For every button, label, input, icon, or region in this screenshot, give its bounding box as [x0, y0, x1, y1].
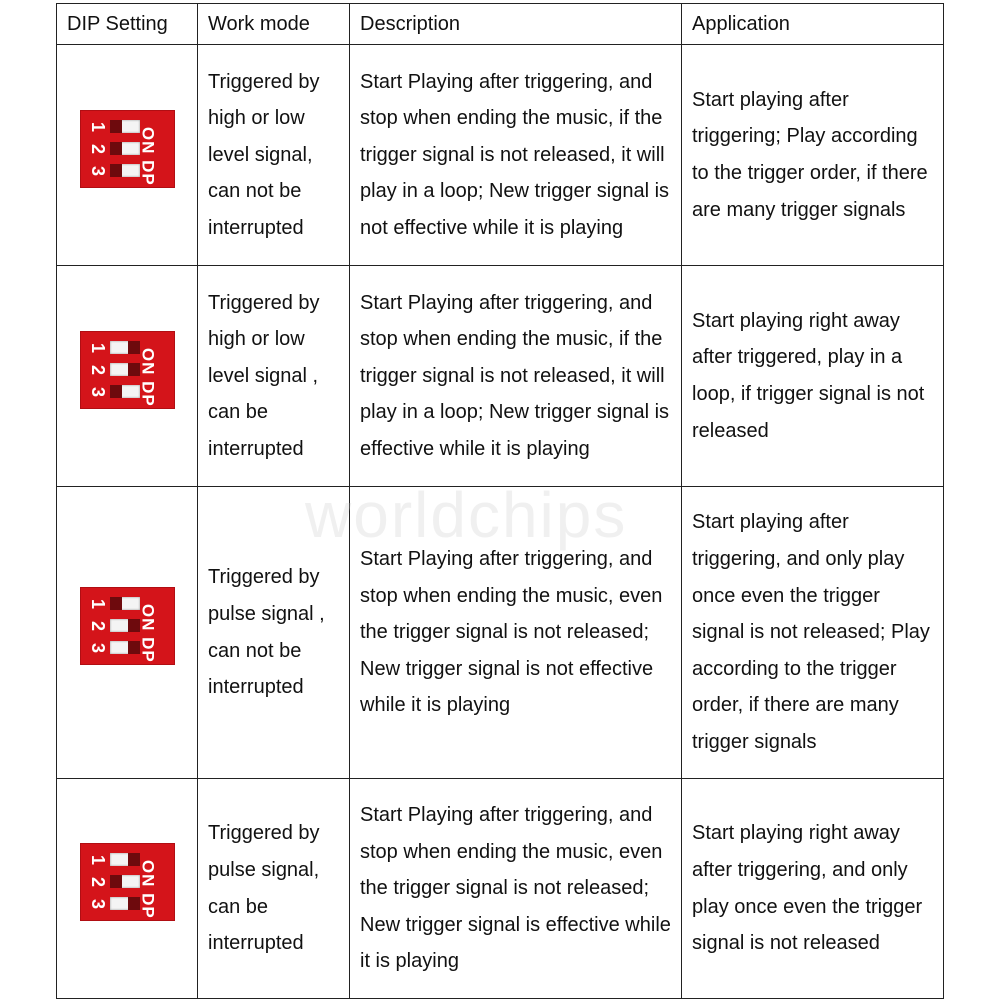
header-description: Description — [350, 4, 682, 45]
switch-knob — [110, 142, 122, 155]
work-mode-cell: Triggered by high or low level signal, can not be interrupted — [198, 45, 350, 266]
switch-number-2: 2 — [87, 143, 108, 154]
switch-number-3: 3 — [87, 386, 108, 397]
application-cell: Start playing right away after triggered, play in a loop, if trigger signal is not released — [682, 266, 944, 487]
dip-setting-cell — [57, 45, 198, 266]
switch-label: ON DP — [138, 604, 158, 663]
switch-number-3: 3 — [87, 165, 108, 176]
switch-label: ON DP — [138, 126, 158, 186]
table-row — [57, 779, 944, 999]
switch-knob — [110, 385, 122, 398]
switch-number-2: 2 — [87, 364, 108, 375]
dip-setting-cell — [57, 487, 198, 779]
dip-switch-icon — [80, 843, 175, 921]
watermark: worldchips — [305, 479, 628, 551]
dip-switch-icon — [80, 331, 175, 409]
switch-number-2: 2 — [87, 877, 108, 888]
switch-number-1: 1 — [87, 342, 108, 353]
table-row — [57, 45, 944, 266]
header-row — [57, 4, 944, 45]
application-cell: Start playing right away after triggering, and only play once even the trigger signal is not released — [682, 779, 944, 999]
switch-number-1: 1 — [87, 855, 108, 866]
switch-knob — [110, 120, 122, 133]
description-cell: Start Playing after triggering, and stop when ending the music, if the trigger signal is not released, it will play in a loop; New trigger signal is not effective while it is playing — [350, 45, 682, 266]
dip-setting-cell — [57, 779, 198, 999]
switch-knob — [110, 875, 122, 888]
table-row — [57, 487, 944, 779]
application-cell: Start playing after triggering, and only play once even the trigger signal is not released; Play according to the trigger order, if there are many trigger signals — [682, 487, 944, 779]
work-mode-cell: Triggered by high or low level signal , can be interrupted — [198, 266, 350, 487]
table-row — [57, 266, 944, 487]
header-dip-setting: DIP Setting — [57, 4, 198, 45]
dip-setting-table — [56, 3, 944, 999]
dip-switch-icon — [80, 110, 175, 188]
description-cell: Start Playing after triggering, and stop when ending the music, even the trigger signal is not released; New trigger signal is not effective while it is playing — [350, 487, 682, 779]
header-work-mode: Work mode — [198, 4, 350, 45]
application-cell: Start playing after triggering; Play according to the trigger order, if there are many trigger signals — [682, 45, 944, 266]
switch-label: ON DP — [138, 347, 158, 407]
work-mode-cell: Triggered by pulse signal , can not be interrupted — [198, 487, 350, 779]
switch-number-1: 1 — [87, 121, 108, 132]
switch-knob — [110, 597, 122, 610]
header-application: Application — [682, 4, 944, 45]
switch-number-3: 3 — [87, 643, 108, 654]
switch-number-1: 1 — [87, 599, 108, 610]
dip-switch-icon — [80, 587, 175, 665]
dip-setting-cell — [57, 266, 198, 487]
work-mode-cell: Triggered by pulse signal, can be interrupted — [198, 779, 350, 999]
switch-knob — [110, 164, 122, 177]
description-cell: Start Playing after triggering, and stop when ending the music, if the trigger signal is not released, it will play in a loop; New trigger signal is effective while it is playing — [350, 266, 682, 487]
switch-label: ON DP — [138, 860, 158, 919]
switch-number-2: 2 — [87, 621, 108, 632]
description-cell: Start Playing after triggering, and stop when ending the music, even the trigger signal is not released; New trigger signal is effective while it is playing — [350, 779, 682, 999]
switch-number-3: 3 — [87, 899, 108, 910]
